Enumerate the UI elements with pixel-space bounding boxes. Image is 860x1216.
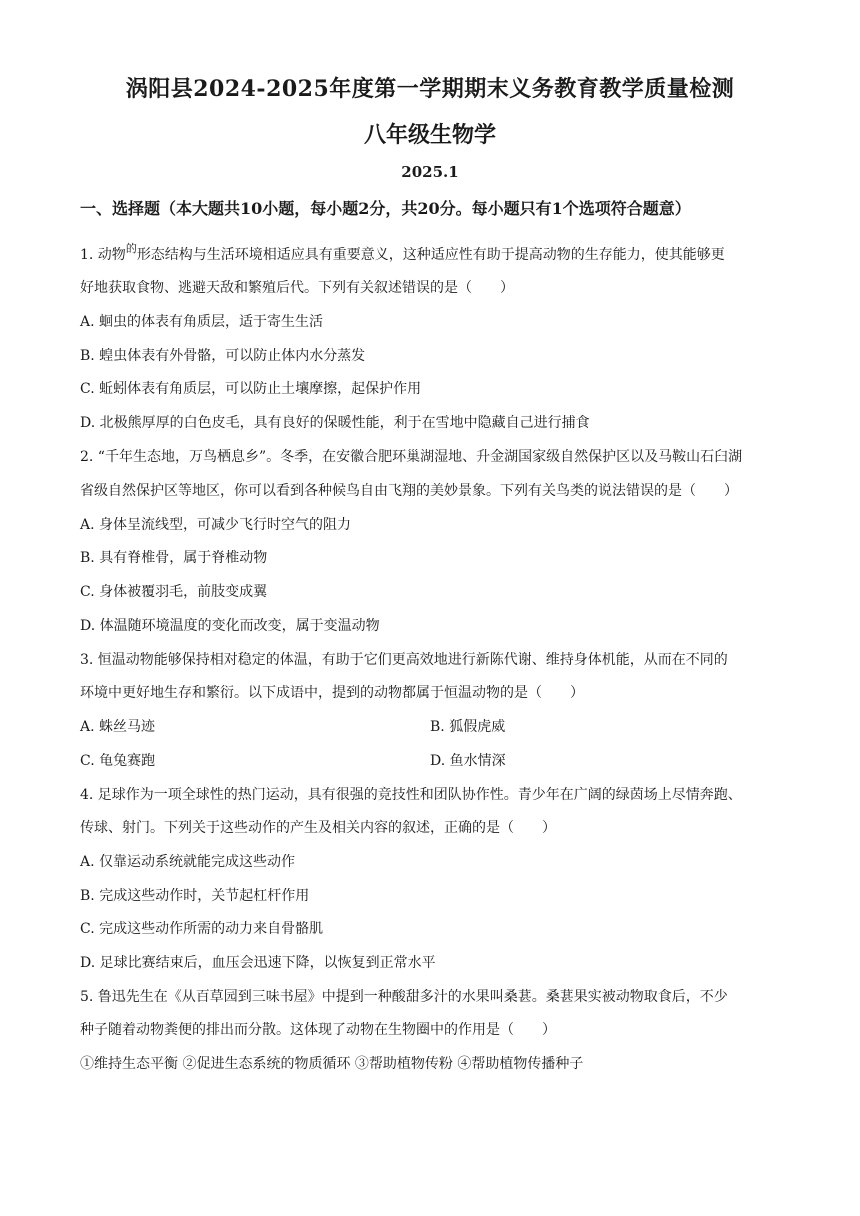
question-1-option-b: B. 蝗虫体表有外骨骼，可以防止体内水分蒸发 [80, 348, 366, 364]
question-3-option-c: C. 龟兔赛跑 [80, 753, 156, 769]
question-2-option-d: D. 体温随环境温度的变化而改变，属于变温动物 [80, 618, 380, 634]
question-2-option-a: A. 身体呈流线型，可减少飞行时空气的阻力 [80, 517, 352, 533]
question-3-option-d: D. 鱼水情深 [430, 753, 506, 769]
exam-title: 涡阳县2024-2025年度第一学期期末义务教育教学质量检测 [125, 76, 735, 102]
question-1-option-d: D. 北极熊厚厚的白色皮毛，具有良好的保暖性能，利于在雪地中隐藏自己进行捕食 [80, 415, 590, 431]
exam-subtitle: 八年级生物学 [363, 122, 496, 148]
question-5-stem-line-1: 5. 鲁迅先生在《从百草园到三味书屋》中提到一种酸甜多汁的水果叫桑葚。桑葚果实被动物取食后，不少 [80, 989, 728, 1005]
question-1-superscript: 的 [125, 242, 137, 255]
question-1-prefix: 1. 动物 [80, 247, 126, 263]
question-2-option-c: C. 身体被覆羽毛，前肢变成翼 [80, 584, 268, 600]
question-2-option-b: B. 具有脊椎骨，属于脊椎动物 [80, 550, 268, 566]
question-3-stem-line-2: 环境中更好地生存和繁衍。以下成语中，提到的动物都属于恒温动物的是（ ） [80, 685, 584, 701]
question-4-stem-line-1: 4. 足球作为一项全球性的热门运动，具有很强的竞技性和团队协作性。青少年在广阔的绿茵场上尽情奔跑、 [80, 787, 742, 803]
question-1-stem-line-1 [80, 244, 725, 264]
question-1-stem-rest: 形态结构与生活环境相适应具有重要意义，这种适应性有助于提高动物的生存能力，使其能够更 [136, 247, 725, 263]
question-2-stem-line-2: 省级自然保护区等地区，你可以看到各种候鸟自由飞翔的美妙景象。下列有关鸟类的说法错误的是（ ） [80, 483, 738, 499]
question-1-stem-line-2: 好地获取食物、逃避天敌和繁殖后代。下列有关叙述错误的是（ ） [80, 280, 514, 296]
question-3-option-b: B. 狐假虎威 [430, 719, 506, 735]
question-4-option-b: B. 完成这些动作时，关节起杠杆作用 [80, 888, 310, 904]
question-3-option-a: A. 蛛丝马迹 [80, 719, 156, 735]
question-5-choices: ①维持生态平衡 ②促进生态系统的物质循环 ③帮助植物传粉 ④帮助植物传播种子 [80, 1056, 584, 1072]
question-1-option-c: C. 蚯蚓体表有角质层，可以防止土壤摩擦，起保护作用 [80, 381, 422, 397]
question-4-option-c: C. 完成这些动作所需的动力来自骨骼肌 [80, 921, 324, 937]
section-header: 一、选择题（本大题共10小题，每小题2分，共20分。每小题只有1个选项符合题意） [80, 199, 691, 218]
question-4-option-a: A. 仅靠运动系统就能完成这些动作 [80, 854, 296, 870]
question-2-stem-line-1: 2. “千年生态地，万鸟栖息乡”。冬季，在安徽合肥环巢湖湿地、升金湖国家级自然保护区以及马鞍山石臼湖 [80, 449, 743, 465]
question-5-stem-line-2: 种子随着动物粪便的排出而分散。这体现了动物在生物圈中的作用是（ ） [80, 1022, 556, 1038]
question-1-option-a: A. 蛔虫的体表有角质层，适于寄生生活 [80, 314, 324, 330]
exam-date: 2025.1 [401, 163, 459, 181]
question-4-option-d: D. 足球比赛结束后，血压会迅速下降，以恢复到正常水平 [80, 955, 436, 971]
question-3-stem-line-1: 3. 恒温动物能够保持相对稳定的体温，有助于它们更高效地进行新陈代谢、维持身体机能，从而在不同的 [80, 652, 728, 668]
question-4-stem-line-2: 传球、射门。下列关于这些动作的产生及相关内容的叙述，正确的是（ ） [80, 820, 556, 836]
